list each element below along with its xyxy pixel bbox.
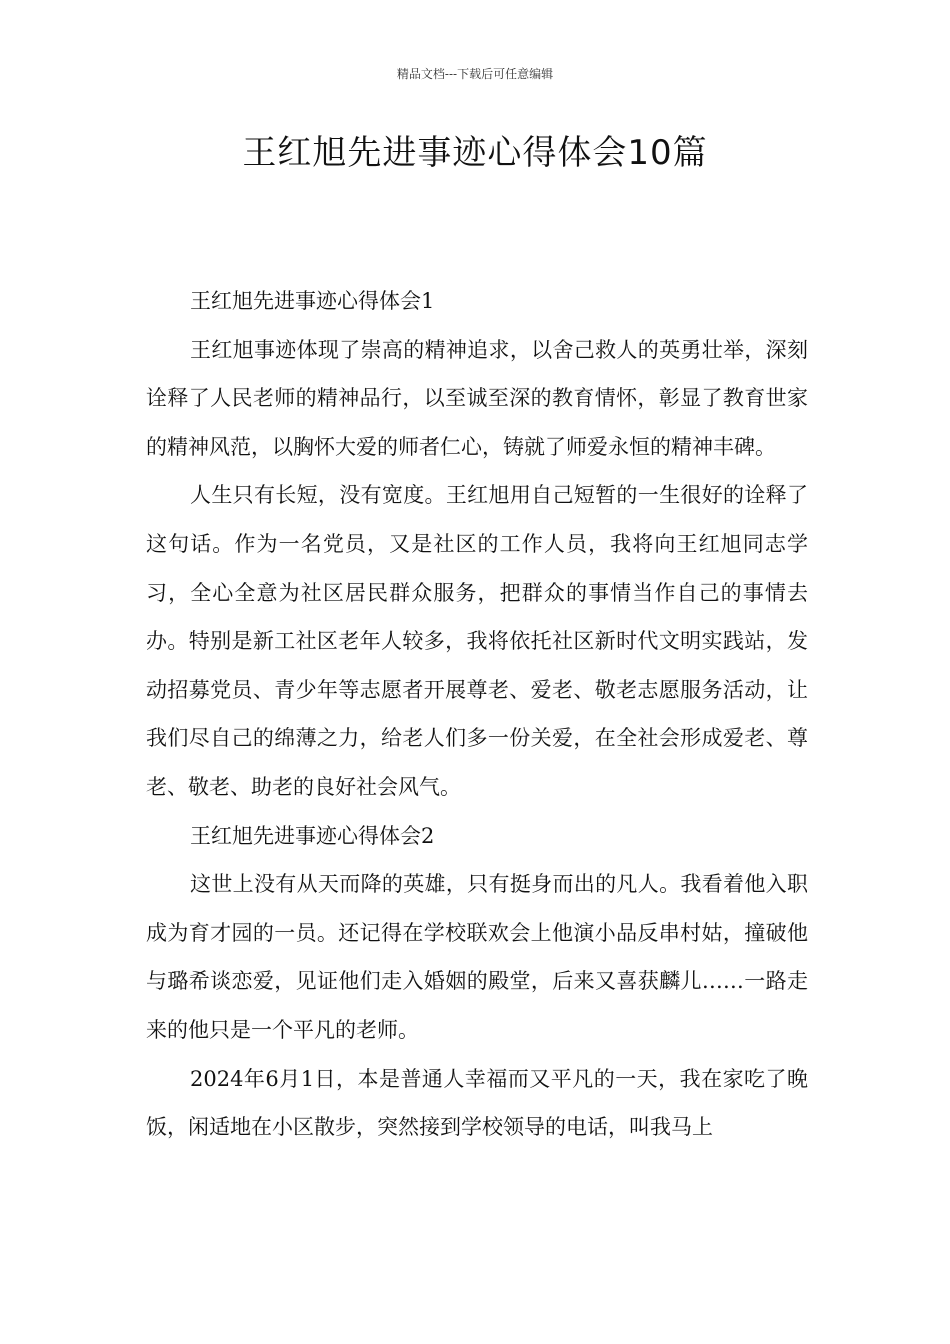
document-body bbox=[146, 277, 808, 1152]
paragraph: 人生只有长短，没有宽度。王红旭用自己短暂的一生很好的诠释了这句话。作为一名党员，又是社区的工作人员，我将向王红旭同志学习，全心全意为社区居民群众服务，把群众的事情当作自己的事情去办。特别是新工社区老年人较多，我将依托社区新时代文明实践站，发动招募党员、青少年等志愿者开展尊老、爱老、敬老志愿服务活动，让我们尽自己的绵薄之力，给老人们多一份关爱，在全社会形成爱老、尊老、敬老、助老的良好社会风气。 bbox=[146, 483, 808, 799]
paragraph: 2024年6月1日，本是普通人幸福而又平凡的一天，我在家吃了晚饭，闲适地在小区散步，突然接到学校领导的电话，叫我马上 bbox=[146, 1066, 808, 1140]
section-heading-2: 王红旭先进事迹心得体会2 bbox=[190, 823, 435, 848]
header-note: 精品文档---下载后可任意编辑 bbox=[396, 67, 554, 81]
paragraph: 这世上没有从天而降的英雄，只有挺身而出的凡人。我看着他入职成为育才园的一员。还记得在学校联欢会上他演小品反串村姑，撞破他与璐希谈恋爱，见证他们走入婚姻的殿堂，后来又喜获麟儿……一路走来的他只是一个平凡的老师。 bbox=[146, 872, 808, 1042]
section-heading-1: 王红旭先进事迹心得体会1 bbox=[190, 289, 435, 313]
paragraph: 王红旭事迹体现了崇高的精神追求，以舍己救人的英勇壮举，深刻诠释了人民老师的精神品行，以至诚至深的教育情怀，彰显了教育世家的精神风范，以胸怀大爱的师者仁心，铸就了师爱永恒的精神丰碑。 bbox=[146, 337, 808, 459]
document-title: 王红旭先进事迹心得体会10篇 bbox=[242, 133, 708, 173]
